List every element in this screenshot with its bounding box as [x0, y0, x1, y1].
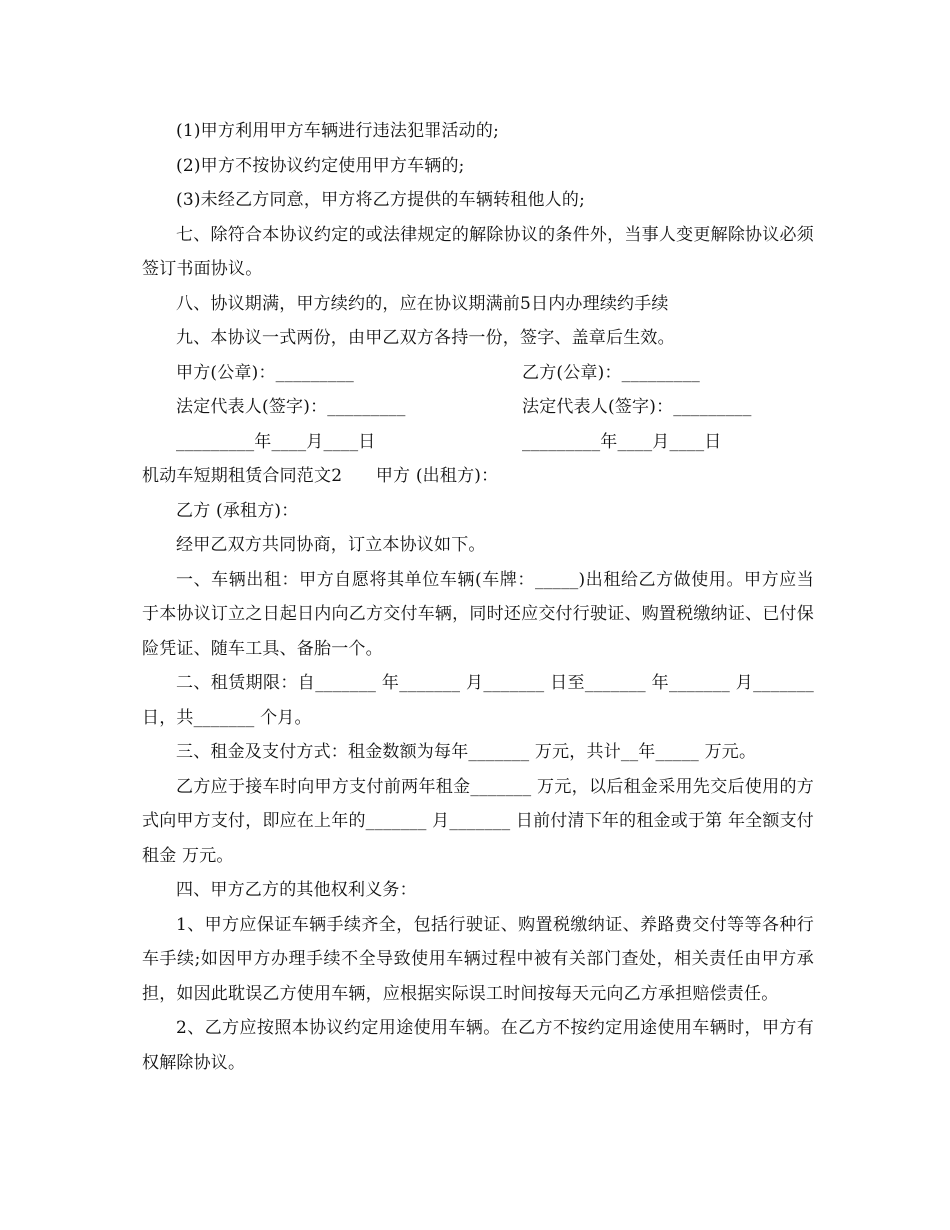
- article-8: 八、协议期满，甲方续约的，应在协议期满前5日内办理续约手续: [176, 293, 669, 314]
- signature-row-representative: [142, 390, 814, 425]
- obligation-1: 1、甲方应保证车辆手续齐全，包括行驶证、购置税缴纳证、养路费交付等等各种行车手续;如因甲方办理手续不全导致使用车辆过程中被有关部门查处，相关责任由甲方承担，如因此耽误乙方使用车辆，应根据实际误工时间按每天元向乙方承担赔偿责任。: [142, 914, 814, 1004]
- article-7: 七、除符合本协议约定的或法律规定的解除协议的条件外，当事人变更解除协议必须签订书面协议。: [142, 224, 814, 279]
- party-b-date: _________年____月____日: [522, 431, 722, 452]
- party-a-representative: 法定代表人(签字)：_________: [176, 397, 406, 417]
- clause-3: (3)未经乙方同意，甲方将乙方提供的车辆转租他人的;: [176, 190, 586, 210]
- signature-row-date: [142, 425, 814, 460]
- party-b-seal: 乙方(公章)：_________: [522, 362, 700, 383]
- clause-2: (2)甲方不按协议约定使用甲方车辆的;: [176, 155, 465, 176]
- party-a-lessor: 甲方 (出租方)：: [375, 466, 499, 486]
- article-9: 九、本协议一式两份，由甲乙双方各持一份，签字、盖章后生效。: [176, 328, 675, 348]
- party-b-lessee: 乙方 (承租方)：: [176, 500, 299, 521]
- party-a-seal: 甲方(公章)：_________: [176, 362, 354, 383]
- rent-payment-detail: 乙方应于接车时向甲方支付前两年租金_______ 万元，以后租金采用先交后使用的方式向甲方支付，即应在上年的_______ 月_______ 日前付清下年的租金或于第 年全额支付租金 万元。: [142, 776, 814, 866]
- article-4-rights-obligations: 四、甲方乙方的其他权利义务：: [176, 880, 417, 900]
- preamble: 经甲乙双方共同协商，订立本协议如下。: [176, 535, 486, 555]
- contract-body: [142, 114, 814, 1080]
- article-1-vehicle-rental: 一、车辆出租：甲方自愿将其单位车辆(车牌：_____)出租给乙方做使用。甲方应当于本协议订立之日起日内向乙方交付车辆，同时还应交付行驶证、购置税缴纳证、已付保险凭证、随车工具、备胎一个。: [142, 569, 814, 659]
- signature-row-seal: [142, 356, 814, 391]
- contract-2-heading-line: [142, 459, 814, 494]
- contract-2-title: 机动车短期租赁合同范文2: [142, 466, 343, 486]
- obligation-2: 2、乙方应按照本协议约定用途使用车辆。在乙方不按约定用途使用车辆时，甲方有权解除协议。: [142, 1018, 814, 1073]
- article-3-rent-payment: 三、租金及支付方式：租金数额为每年_______ 万元，共计__年_____ 万元。: [176, 742, 757, 762]
- article-2-lease-term: 二、租赁期限：自_______ 年_______ 月_______ 日至_______ 年_______ 月_______ 日，共_______ 个月。: [142, 673, 814, 728]
- clause-1: (1)甲方利用甲方车辆进行违法犯罪活动的;: [176, 121, 500, 141]
- party-a-date: _________年____月____日: [176, 431, 376, 452]
- party-b-representative: 法定代表人(签字)：_________: [522, 397, 752, 417]
